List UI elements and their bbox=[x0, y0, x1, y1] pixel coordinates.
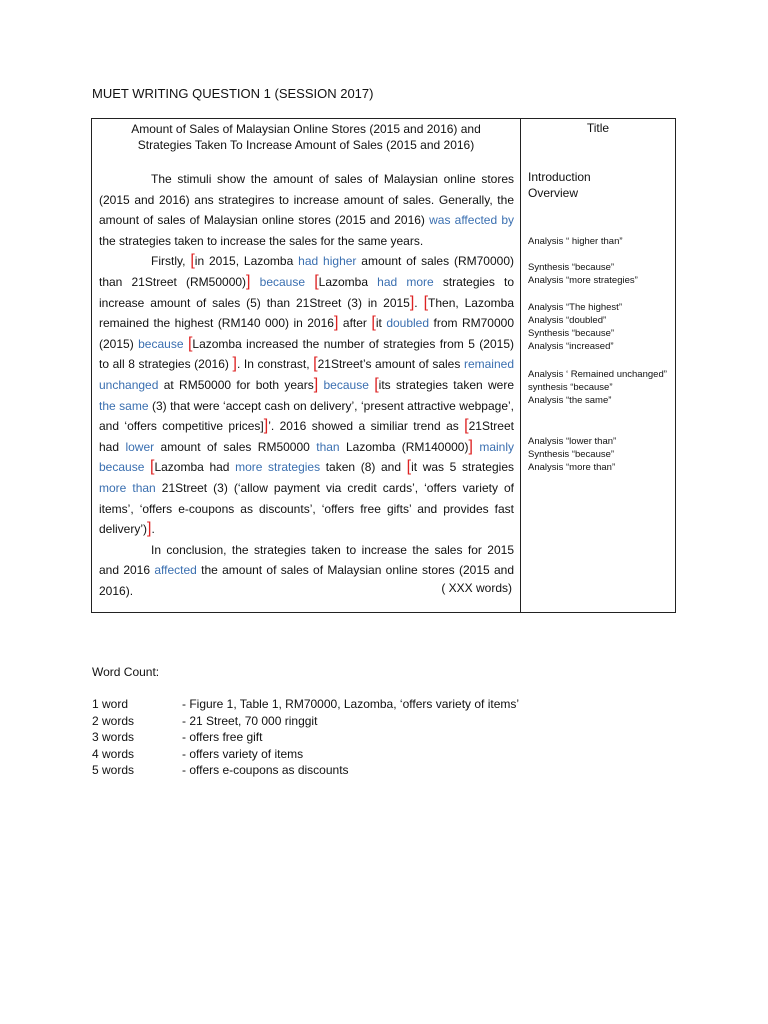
essay-paragraph-body: Firstly, [in 2015, Lazomba had higher amount of sales (RM70000) than 21Street (RM50000)] because [Lazomba had more strategies to increase amount of sales (5) than 21Street (3) in 2015]. [Then, Lazomba remained the highest (RM140 000) in 2016] after [it doubled from RM70000 (2015) because [Lazomba increased the number of strategies from 5 (2015) to all 8 strategies (2016) ]. In constrast, [21Street’s amount of sales remained unchanged at RM50000 for both years] because [its strategies taken were the same (3) that were ‘accept cash on delivery’, ‘present attractive webpage’, and ‘offers competitive prices]]’. 2016 showed a similiar trend as [21Street had lower amount of sales RM50000 than Lazomba (RM140000)] mainly because [Lazomba had more strategies taken (8) and [it was 5 strategies more than 21Street (3) (‘allow payment via credit cards’, ‘offers variety of items’, ‘offers e-coupons as discounts’, ‘offers free gifts’ and provides fast delivery’)]. bbox=[99, 252, 515, 538]
annotation-group-4 bbox=[528, 368, 676, 407]
annotation-item: Analysis ‘ Remained unchanged” bbox=[528, 369, 667, 380]
annotation-column bbox=[521, 119, 675, 612]
essay-table bbox=[91, 118, 676, 613]
annotation-item: Analysis “the same” bbox=[528, 395, 612, 406]
essay-body bbox=[99, 169, 514, 601]
annotation-intro bbox=[528, 169, 591, 201]
annotation-item: Synthesis “because” bbox=[528, 328, 615, 339]
word-count-label: 3 words bbox=[92, 730, 135, 744]
essay-title-line1: Amount of Sales of Malaysian Online Stores (2015 and 2016) and bbox=[131, 122, 481, 136]
annotation-item: Analysis “lower than” bbox=[528, 436, 617, 447]
annotation-group-1 bbox=[528, 235, 676, 248]
word-count-row bbox=[92, 746, 519, 763]
annotation-item: Synthesis “because” bbox=[528, 262, 615, 273]
annotation-group-5 bbox=[528, 435, 676, 474]
essay-title-line2: Strategies Taken To Increase Amount of Sales (2015 and 2016) bbox=[137, 138, 475, 152]
word-count-value: - 21 Street, 70 000 ringgit bbox=[182, 713, 318, 728]
annotation-item: Synthesis “because” bbox=[528, 449, 615, 460]
essay-title bbox=[92, 119, 520, 153]
annotation-title: Title bbox=[586, 121, 610, 135]
annotation-group-3 bbox=[528, 301, 676, 353]
word-count-tag: ( XXX words) bbox=[441, 581, 512, 595]
word-count-label: 4 words bbox=[92, 746, 135, 761]
word-count-label: 1 word bbox=[92, 697, 129, 711]
annotation-item: synthesis “because” bbox=[528, 382, 613, 393]
annotation-item: Analysis “ higher than” bbox=[528, 236, 623, 247]
essay-column bbox=[92, 119, 521, 612]
essay-paragraph-conclusion: In conclusion, the strategies taken to increase the sales for 2015 and 2016 affected the amount of sales of Malaysian online stores (2015 and 2016). bbox=[99, 542, 514, 598]
word-count-value: - offers variety of items bbox=[182, 746, 304, 761]
word-count-row bbox=[92, 729, 519, 746]
annotation-item: Analysis “more strategies” bbox=[528, 275, 638, 286]
annotation-overview: Overview bbox=[528, 186, 579, 200]
annotation-item: Analysis “more than” bbox=[528, 462, 616, 473]
annotation-introduction: Introduction bbox=[528, 170, 591, 184]
annotation-item: Analysis “The highest” bbox=[528, 302, 622, 313]
annotation-group-2 bbox=[528, 261, 676, 287]
word-count-list bbox=[92, 696, 519, 779]
word-count-title: Word Count: bbox=[92, 665, 160, 679]
annotation-item: Analysis “increased” bbox=[528, 341, 614, 352]
annotation-item: Analysis “doubled” bbox=[528, 315, 607, 326]
word-count-row bbox=[92, 696, 519, 713]
word-count-label: 2 words bbox=[92, 713, 135, 728]
word-count-value: - Figure 1, Table 1, RM70000, Lazomba, ‘offers variety of items’ bbox=[182, 697, 520, 711]
word-count-label: 5 words bbox=[92, 763, 135, 777]
document-heading: MUET WRITING QUESTION 1 (SESSION 2017) bbox=[92, 86, 374, 101]
word-count-value: - offers e-coupons as discounts bbox=[182, 763, 349, 777]
word-count-row bbox=[92, 762, 519, 779]
word-count-row bbox=[92, 713, 519, 730]
essay-paragraph-intro: The stimuli show the amount of sales of Malaysian online stores (2015 and 2016) ans strategires to increase amount of sales. Generally, the amount of sales of Malaysian online stores (2015 and 2016) was affected by the strategies taken to increase the sales for the same years. bbox=[99, 172, 514, 248]
word-count-value: - offers free gift bbox=[182, 730, 263, 744]
